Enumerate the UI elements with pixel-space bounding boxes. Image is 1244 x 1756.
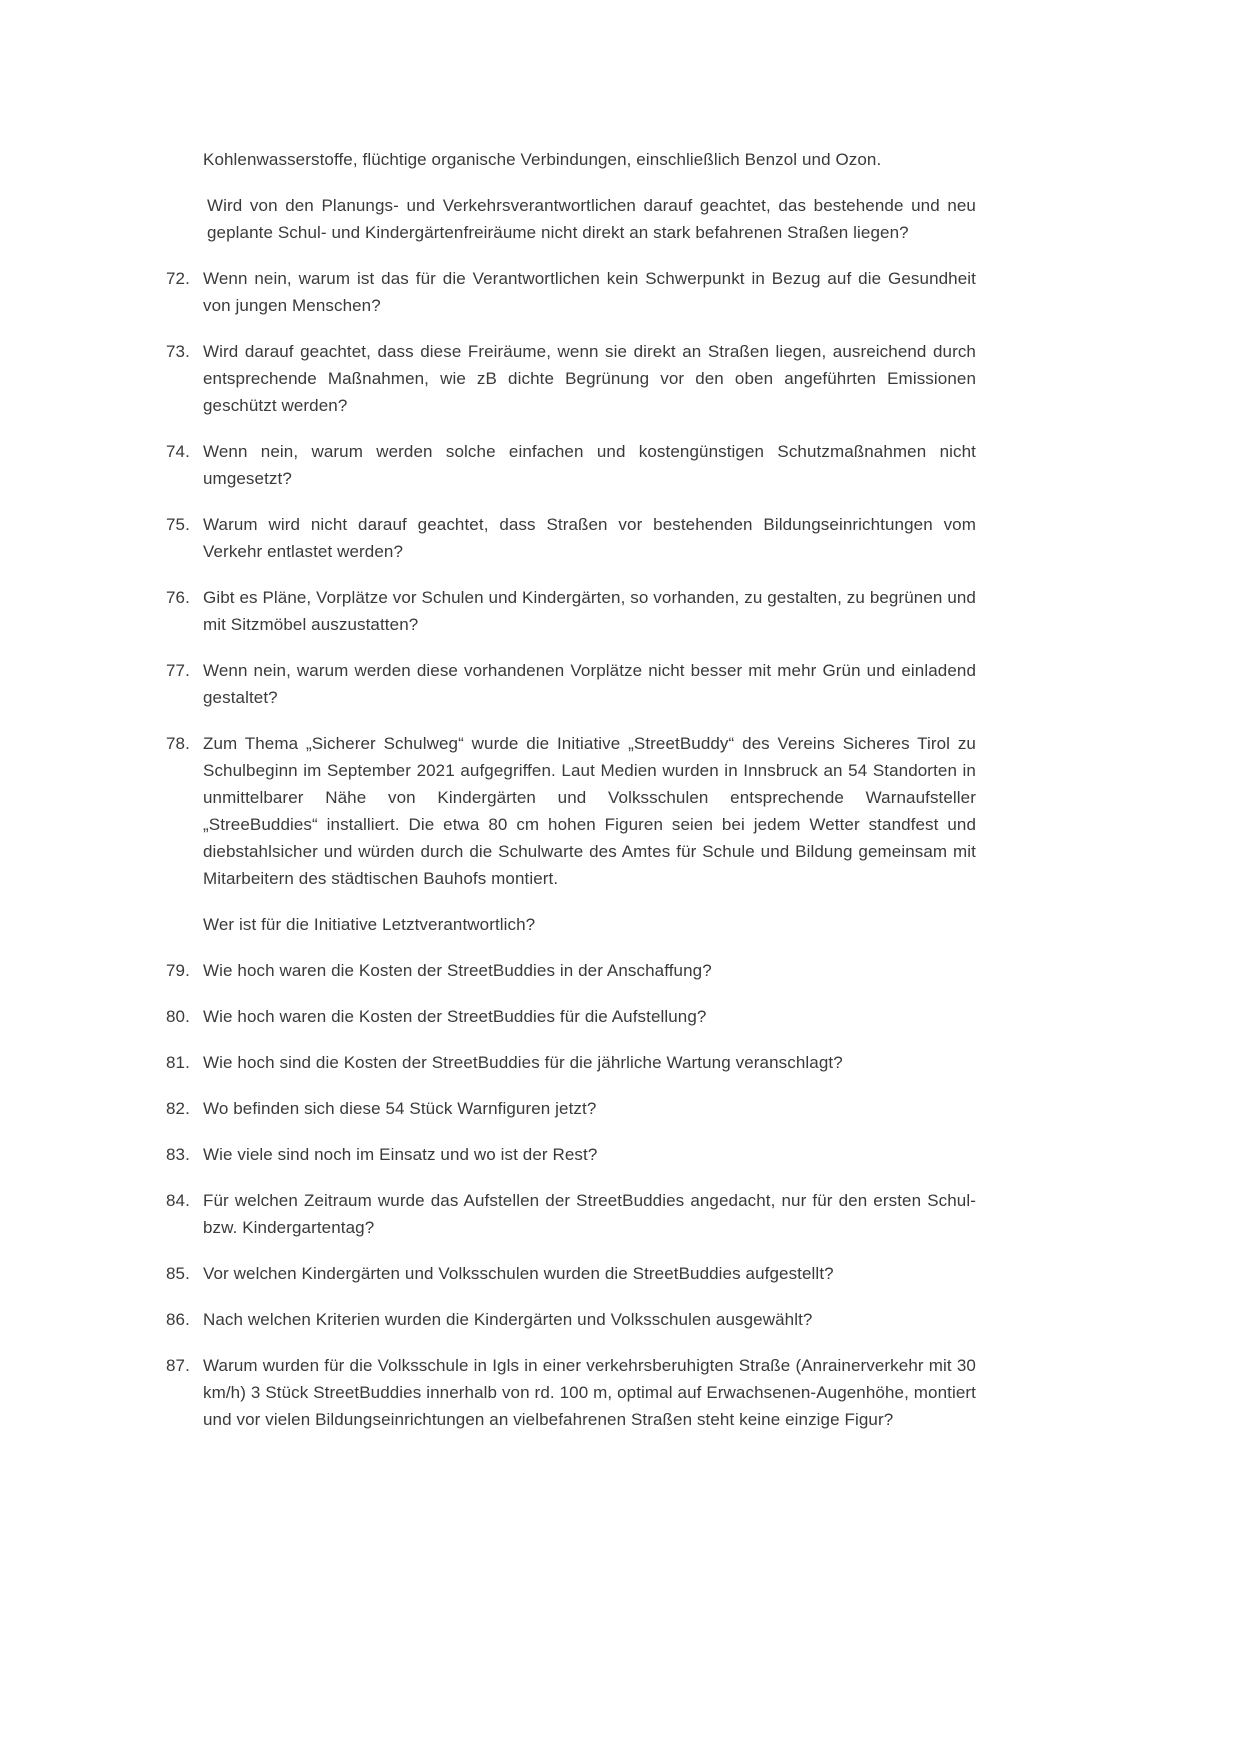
item-text: Wie hoch sind die Kosten der StreetBuddies für die jährliche Wartung veranschlagt? xyxy=(203,1053,843,1072)
list-item-87 xyxy=(166,1352,976,1433)
list-item-85 xyxy=(166,1260,976,1287)
list-item-72 xyxy=(166,265,976,319)
list-item-78 xyxy=(166,730,976,892)
list-item-74 xyxy=(166,438,976,492)
list-item-75 xyxy=(166,511,976,565)
list-item-79 xyxy=(166,957,976,984)
item-text: Wenn nein, warum werden diese vorhandenen Vorplätze nicht besser mit mehr Grün und einladend gestaltet? xyxy=(203,661,976,707)
item-text: Wenn nein, warum ist das für die Verantwortlichen kein Schwerpunkt in Bezug auf die Gesundheit von jungen Menschen? xyxy=(203,269,976,315)
item-number: 72. xyxy=(166,269,190,288)
list-item-84 xyxy=(166,1187,976,1241)
item-number: 81. xyxy=(166,1053,190,1072)
item-number: 86. xyxy=(166,1310,190,1329)
item-number: 87. xyxy=(166,1356,190,1375)
item-text: Für welchen Zeitraum wurde das Aufstellen der StreetBuddies angedacht, nur für den ersten Schul- bzw. Kindergartentag? xyxy=(203,1191,976,1237)
paragraph-text: Wird von den Planungs- und Verkehrsverantwortlichen darauf geachtet, das bestehende und neu geplante Schul- und Kindergärtenfreiräume nicht direkt an stark befahrenen Straßen liegen? xyxy=(207,196,976,242)
item-number: 73. xyxy=(166,342,190,361)
list-item-82 xyxy=(166,1095,976,1122)
item-text: Wo befinden sich diese 54 Stück Warnfiguren jetzt? xyxy=(203,1099,597,1118)
item-number: 80. xyxy=(166,1007,190,1026)
item-number: 83. xyxy=(166,1145,190,1164)
item-number: 74. xyxy=(166,442,190,461)
item-text: Wie viele sind noch im Einsatz und wo ist der Rest? xyxy=(203,1145,598,1164)
item-number: 77. xyxy=(166,661,190,680)
paragraph-question-unnumbered xyxy=(166,911,976,938)
list-item-77 xyxy=(166,657,976,711)
item-text: Vor welchen Kindergärten und Volksschulen wurden die StreetBuddies aufgestellt? xyxy=(203,1264,834,1283)
item-number: 84. xyxy=(166,1191,190,1210)
paragraph-question-unnumbered xyxy=(166,192,976,246)
list-item-73 xyxy=(166,338,976,419)
item-text: Warum wurden für die Volksschule in Igls in einer verkehrsberuhigten Straße (Anrainerverkehr mit 30 km/h) 3 Stück StreetBuddies innerhalb von rd. 100 m, optimal auf Erwachsenen-Augenhöhe, montiert und vor vielen Bildungseinrichtungen an vielbefahrenen Straßen steht keine einzige Figur? xyxy=(203,1356,976,1429)
item-number: 85. xyxy=(166,1264,190,1283)
item-text: Zum Thema „Sicherer Schulweg“ wurde die Initiative „StreetBuddy“ des Vereins Sicheres Tirol zu Schulbeginn im September 2021 aufgegriffen. Laut Medien wurden in Innsbruck an 54 Standorten in unmittelbarer Nähe von Kindergärten und Volksschulen entsprechende Warnaufsteller „StreeBuddies“ installiert. Die etwa 80 cm hohen Figuren seien bei jedem Wetter standfest und diebstahlsicher und würden durch die Schulwarte des Amtes für Schule und Bildung gemeinsam mit Mitarbeitern des städtischen Bauhofs montiert. xyxy=(203,734,976,888)
item-text: Nach welchen Kriterien wurden die Kindergärten und Volksschulen ausgewählt? xyxy=(203,1310,813,1329)
list-item-76 xyxy=(166,584,976,638)
paragraph-text: Wer ist für die Initiative Letztverantwortlich? xyxy=(203,915,536,934)
item-number: 75. xyxy=(166,515,190,534)
item-text: Warum wird nicht darauf geachtet, dass Straßen vor bestehenden Bildungseinrichtungen vom Verkehr entlastet werden? xyxy=(203,515,976,561)
list-item-81 xyxy=(166,1049,976,1076)
list-item-80 xyxy=(166,1003,976,1030)
item-number: 78. xyxy=(166,734,190,753)
list-item-86 xyxy=(166,1306,976,1333)
paragraph-continuation xyxy=(166,146,976,173)
item-text: Wenn nein, warum werden solche einfachen und kostengünstigen Schutzmaßnahmen nicht umgesetzt? xyxy=(203,442,976,488)
item-text: Wird darauf geachtet, dass diese Freiräume, wenn sie direkt an Straßen liegen, ausreichend durch entsprechende Maßnahmen, wie zB dichte Begrünung vor den oben angeführten Emissionen geschützt werden? xyxy=(203,342,976,415)
item-text: Wie hoch waren die Kosten der StreetBuddies in der Anschaffung? xyxy=(203,961,712,980)
item-text: Wie hoch waren die Kosten der StreetBuddies für die Aufstellung? xyxy=(203,1007,707,1026)
item-number: 76. xyxy=(166,588,190,607)
paragraph-text: Kohlenwasserstoffe, flüchtige organische Verbindungen, einschließlich Benzol und Ozon. xyxy=(203,150,882,169)
item-number: 82. xyxy=(166,1099,190,1118)
item-number: 79. xyxy=(166,961,190,980)
list-item-83 xyxy=(166,1141,976,1168)
item-text: Gibt es Pläne, Vorplätze vor Schulen und Kindergärten, so vorhanden, zu gestalten, zu begrünen und mit Sitzmöbel auszustatten? xyxy=(203,588,976,634)
